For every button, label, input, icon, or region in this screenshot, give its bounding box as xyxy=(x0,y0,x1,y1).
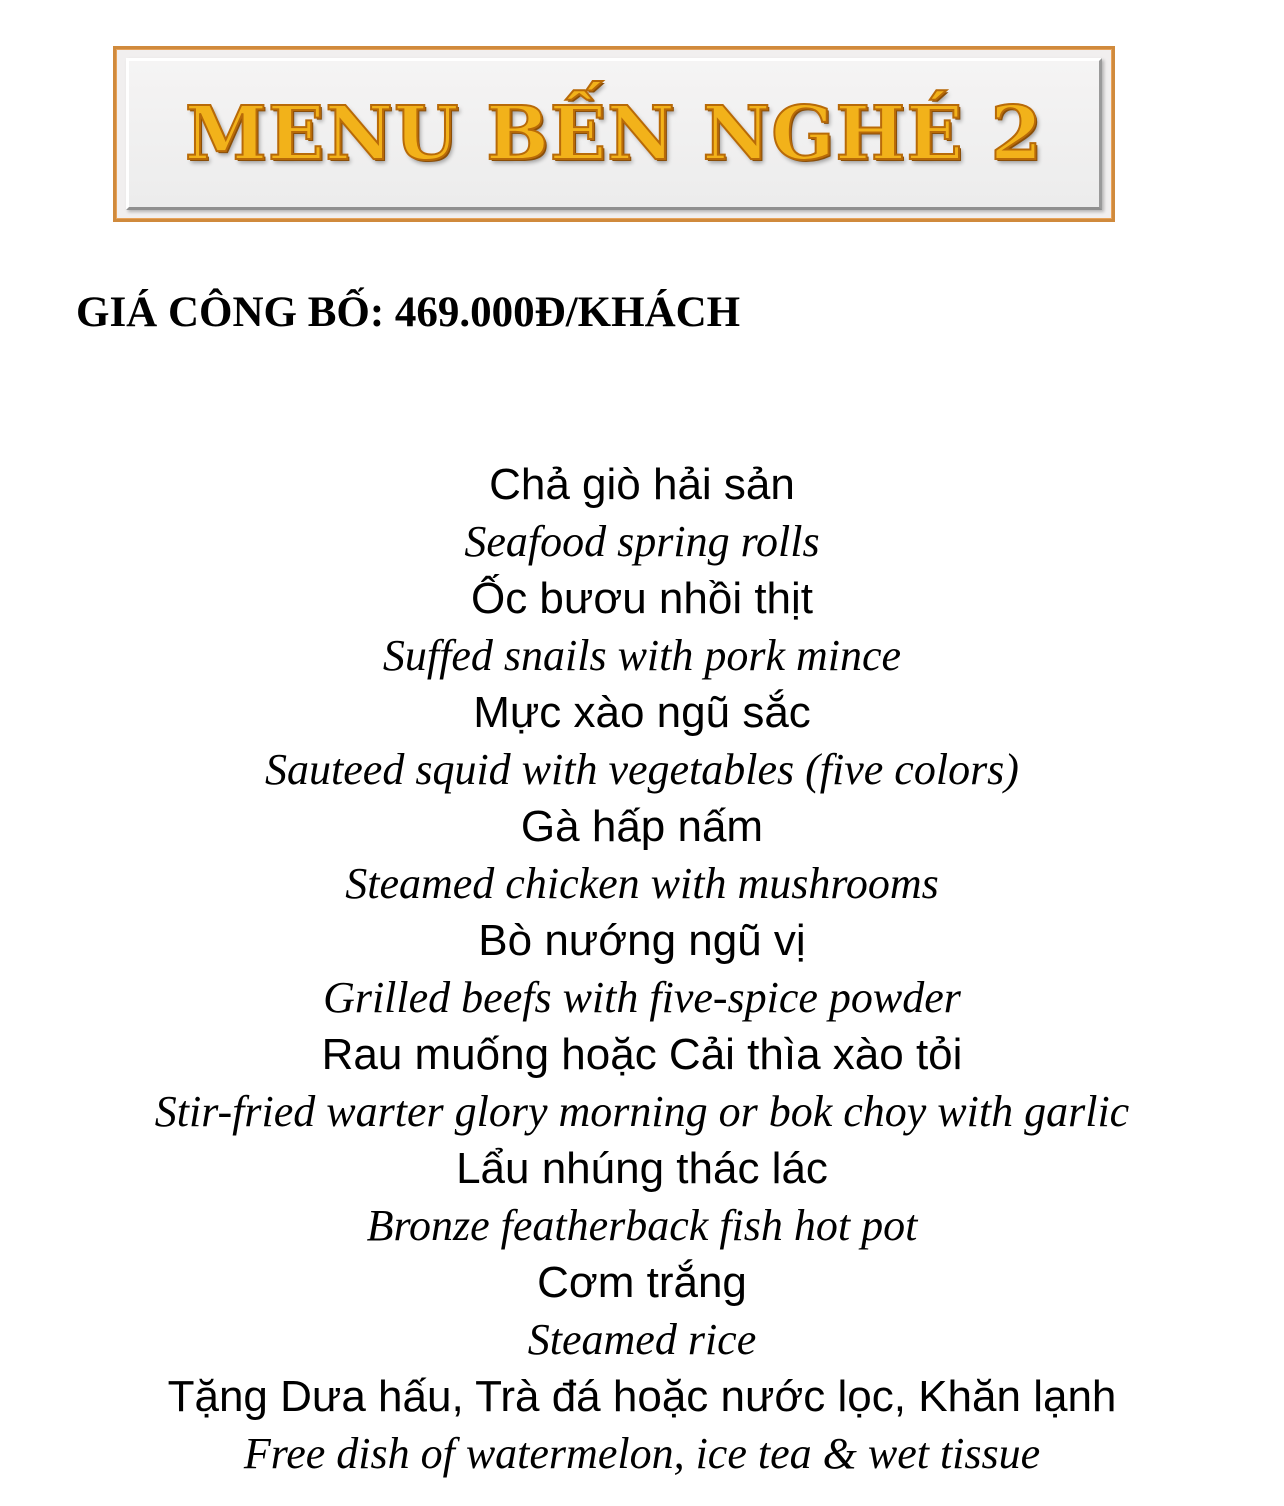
menu-list xyxy=(0,456,1284,1482)
dish-name-en: Stir-fried warter glory morning or bok choy with garlic xyxy=(154,1087,1130,1136)
dish-name-en: Steamed rice xyxy=(527,1315,757,1364)
dish-name-vi: Cơm trắng xyxy=(537,1258,747,1307)
dish-name-en: Bronze featherback fish hot pot xyxy=(366,1201,918,1250)
dish-name-vi: Rau muống hoặc Cải thìa xào tỏi xyxy=(321,1030,963,1079)
menu-item xyxy=(0,1368,1284,1482)
dish-name-vi: Bò nướng ngũ vị xyxy=(478,916,806,965)
dish-name-vi: Ốc bươu nhồi thịt xyxy=(470,574,814,623)
dish-name-en: Sauteed squid with vegetables (five colors) xyxy=(265,745,1019,794)
dish-name-vi: Gà hấp nấm xyxy=(520,802,764,851)
dish-name-vi: Mực xào ngũ sắc xyxy=(473,688,811,737)
dish-name-en: Seafood spring rolls xyxy=(464,517,820,566)
menu-item xyxy=(0,1140,1284,1254)
dish-name-vi: Lẩu nhúng thác lác xyxy=(456,1144,828,1193)
menu-title: MENU BẾN NGHÉ 2 xyxy=(184,91,1043,177)
price-label: GIÁ CÔNG BỐ: 469.000Đ/KHÁCH xyxy=(76,289,741,336)
menu-item xyxy=(0,684,1284,798)
menu-item xyxy=(0,1254,1284,1368)
dish-name-en: Steamed chicken with mushrooms xyxy=(345,859,939,908)
menu-item xyxy=(0,912,1284,1026)
dish-name-en: Suffed snails with pork mince xyxy=(382,631,902,680)
dish-name-en: Grilled beefs with five-spice powder xyxy=(323,973,961,1022)
dish-name-vi: Tặng Dưa hấu, Trà đá hoặc nước lọc, Khăn lạnh xyxy=(167,1372,1117,1421)
menu-item xyxy=(0,798,1284,912)
title-plate xyxy=(126,58,1102,210)
menu-item xyxy=(0,1026,1284,1140)
menu-item xyxy=(0,456,1284,570)
menu-item xyxy=(0,570,1284,684)
title-banner xyxy=(113,46,1115,222)
dish-name-vi: Chả giò hải sản xyxy=(489,460,795,509)
dish-name-en: Free dish of watermelon, ice tea & wet tissue xyxy=(243,1429,1041,1478)
